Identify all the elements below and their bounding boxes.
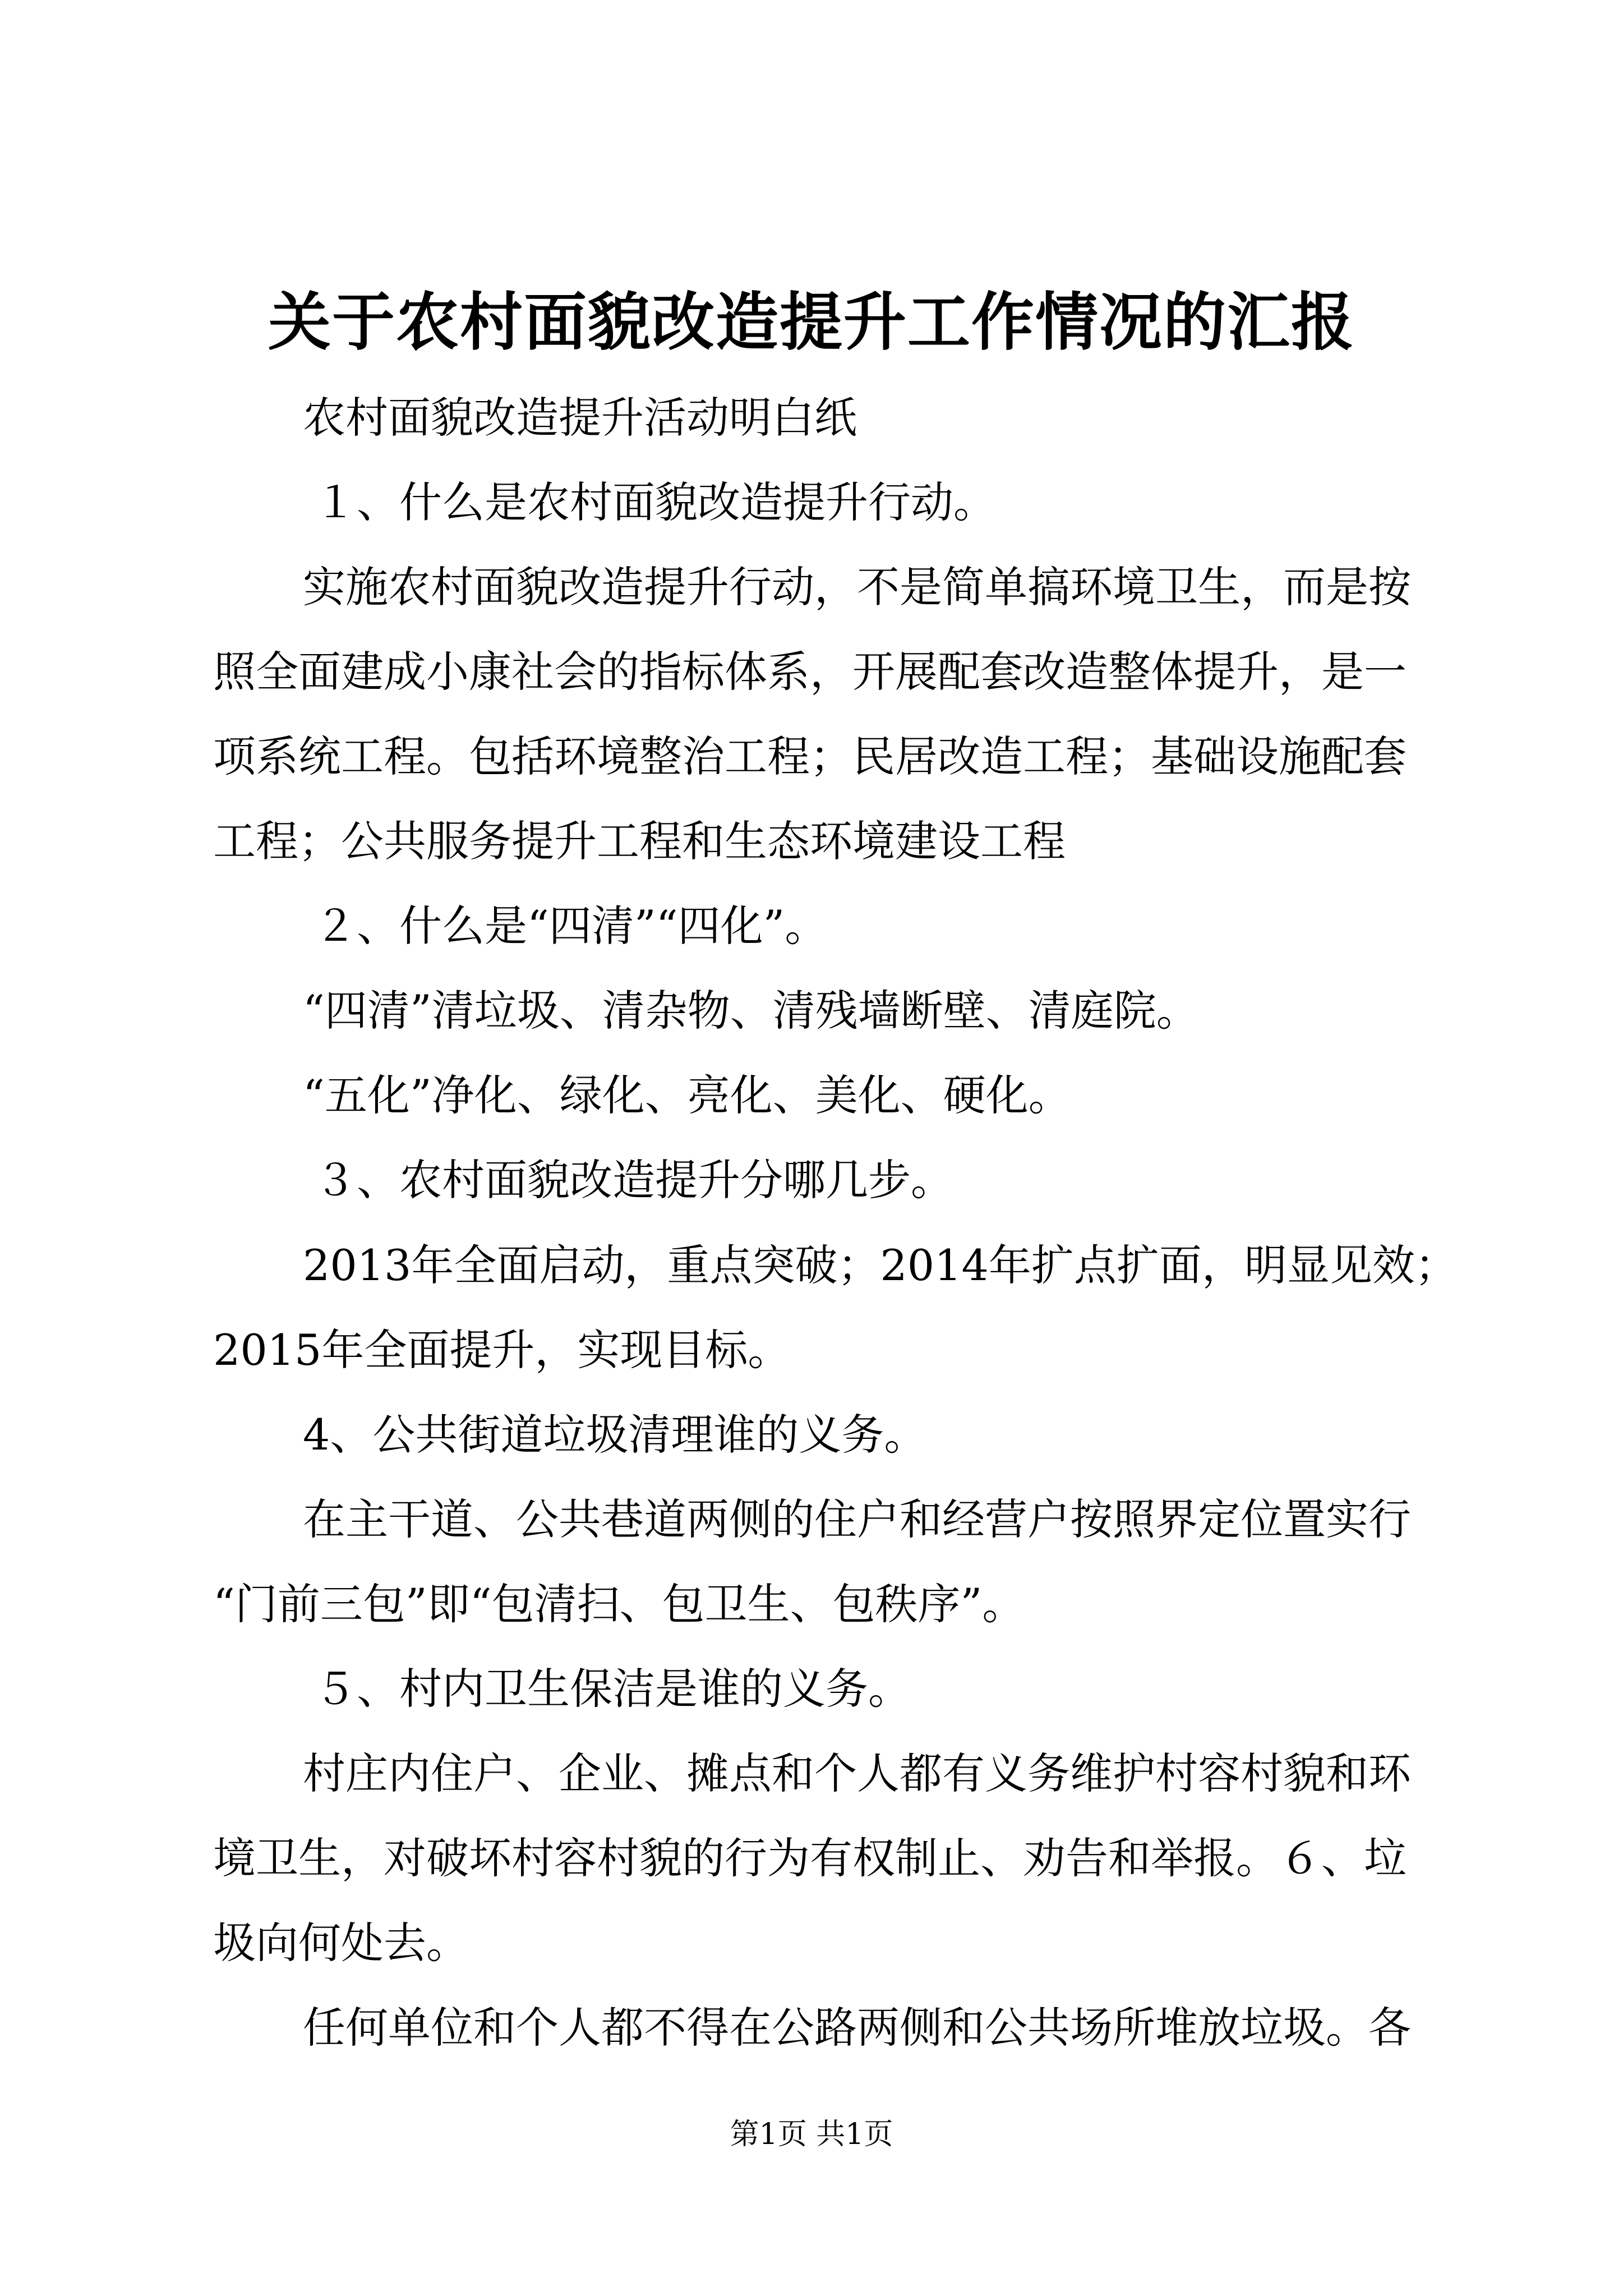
- text-line: 农村面貌改造提升活动明白纸: [303, 393, 857, 443]
- text-line: 境卫生，对破坏村容村貌的行为有权制止、劝告和举报。６、垃: [213, 1833, 1407, 1883]
- text-line: 实施农村面貌改造提升行动，不是简单搞环境卫生，而是按: [303, 562, 1411, 612]
- text-line: １、什么是农村面貌改造提升行动。: [314, 477, 996, 527]
- text-line: 工程；公共服务提升工程和生态环境建设工程: [213, 816, 1066, 866]
- text-line: 项系统工程。包括环境整治工程；民居改造工程；基础设施配套: [213, 731, 1407, 781]
- text-line: 2015年全面提升，实现目标。: [213, 1325, 791, 1375]
- text-line: “五化”净化、绿化、亮化、美化、硬化。: [303, 1070, 1071, 1120]
- text-line: 2013年全面启动，重点突破；2014年扩点扩面，明显见效；: [303, 1240, 1458, 1290]
- text-line: 4、公共街道垃圾清理谁的义务。: [303, 1410, 927, 1460]
- text-line: ３、农村面貌改造提升分哪几步。: [314, 1155, 953, 1205]
- text-line: ２、什么是“四清”“四化”。: [314, 901, 828, 951]
- document-title: 关于农村面貌改造提升工作情况的汇报: [268, 286, 1355, 359]
- text-line: 在主干道、公共巷道两侧的住户和经营户按照界定位置实行: [303, 1494, 1411, 1544]
- text-line: 村庄内住户、企业、摊点和个人都有义务维护村容村貌和环: [303, 1749, 1411, 1798]
- text-line: “四清”清垃圾、清杂物、清残墙断壁、清庭院。: [303, 986, 1199, 1036]
- text-line: “门前三包”即“包清扫、包卫生、包秩序”。: [213, 1579, 1025, 1629]
- page-footer: 第1页 共1页: [730, 2118, 893, 2151]
- text-line: 照全面建成小康社会的指标体系，开展配套改造整体提升，是一: [213, 647, 1407, 697]
- text-line: ５、村内卫生保洁是谁的义务。: [314, 1664, 911, 1714]
- text-line: 任何单位和个人都不得在公路两侧和公共场所堆放垃圾。各: [303, 2003, 1411, 2053]
- text-line: 圾向何处去。: [213, 1918, 469, 1968]
